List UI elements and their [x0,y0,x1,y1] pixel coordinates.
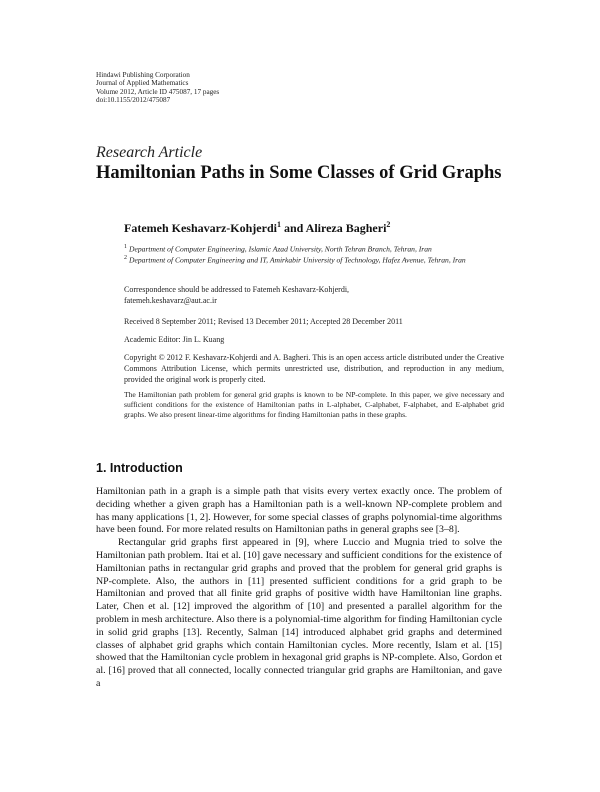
paper-title: Hamiltonian Paths in Some Classes of Grid Graphs [96,163,502,183]
correspondence-text: Correspondence should be addressed to Fatemeh Keshavarz-Kohjerdi, [124,285,350,294]
dates: Received 8 September 2011; Revised 13 December 2011; Accepted 28 December 2011 [124,317,403,326]
academic-editor: Academic Editor: Jin L. Kuang [124,335,225,344]
affil-marker: 2 [124,255,127,261]
doi-line: doi:10.1155/2012/475087 [96,96,171,105]
author-affil-marker: 2 [386,220,391,229]
abstract: The Hamiltonian path problem for general grid graphs is known to be NP-complete. In this paper, we give necessary and sufficient conditions for the existence of Hamiltonian paths in L-alphabet, C-alphabet, F-alphabet, and E-alphabet grid graphs. We also present linear-time algorithms for finding Hamiltonian paths in these graphs. [124,390,504,420]
copyright-notice: Copyright © 2012 F. Keshavarz-Kohjerdi and A. Bagheri. This is an open access article distributed under the Creative Commons Attribution License, which permits unrestricted use, distribution, and reproduction in any medium, provided the original work is properly cited. [124,353,504,384]
journal-line: Journal of Applied Mathematics [96,79,189,88]
correspondence-email[interactable]: fatemeh.keshavarz@aut.ac.ir [124,296,217,305]
affiliation-2 [124,253,504,266]
affil-marker: 1 [124,244,127,250]
author-list [124,220,390,236]
paragraph: Rectangular grid graphs first appeared in [9], where Luccio and Mugnia tried to solve the Hamiltonian path problem. Itai et al. [10] gave necessary and sufficient conditions for the existence of Hamiltonian paths in rectangular grid graphs and proved that the problem for general grid graphs is NP-complete. Also, the authors in [11] presented sufficient conditions for a grid graph to be Hamiltonian and proved that all finite grid graphs of positive width have Hamiltonian line graphs. Later, Chen et al. [12] improved the algorithm of [10] and presented a parallel algorithm for the problem in mesh architecture. Also there is a polynomial-time algorithm for finding Hamiltonian cycle in solid grid graphs [13]. Recently, Salman [14] introduced alphabet grid graphs and determined classes of alphabet grid graphs which contain Hamiltonian cycles. More recently, Islam et al. [15] showed that the Hamiltonian cycle problem in hexagonal grid graphs is NP-complete. Also, Gordon et al. [16] proved that all connected, locally connected triangular grid graphs are Hamiltonian, and gave a [96,537,502,689]
affil-text: Department of Computer Engineering and IT, Amirkabir University of Technology, Hafez Avenue, Tehran, Iran [129,255,466,265]
article-type: Research Article [96,144,203,161]
author-name: Alireza Bagheri [305,221,387,235]
author-connector: and [280,221,306,235]
paragraph: Hamiltonian path in a graph is a simple path that visits every vertex exactly once. The problem of deciding whether a given graph has a Hamiltonian path is a well-known NP-complete problem and has many applications [1, 2]. However, for some special classes of graphs polynomial-time algorithms have been found. For more related results on Hamiltonian paths in general graphs see [3–8]. [96,486,502,536]
author-name: Fatemeh Keshavarz-Kohjerdi [124,221,277,235]
volume-line: Volume 2012, Article ID 475087, 17 pages [96,87,220,96]
correspondence [124,284,504,306]
author-affil-marker: 1 [276,220,281,229]
section-heading: 1. Introduction [96,461,183,475]
publisher-line: Hindawi Publishing Corporation [96,71,190,79]
affil-text: Department of Computer Engineering, Islamic Azad University, North Tehran Branch, Tehran, Iran [129,244,432,254]
section-body [96,486,502,691]
journal-header [96,71,219,105]
